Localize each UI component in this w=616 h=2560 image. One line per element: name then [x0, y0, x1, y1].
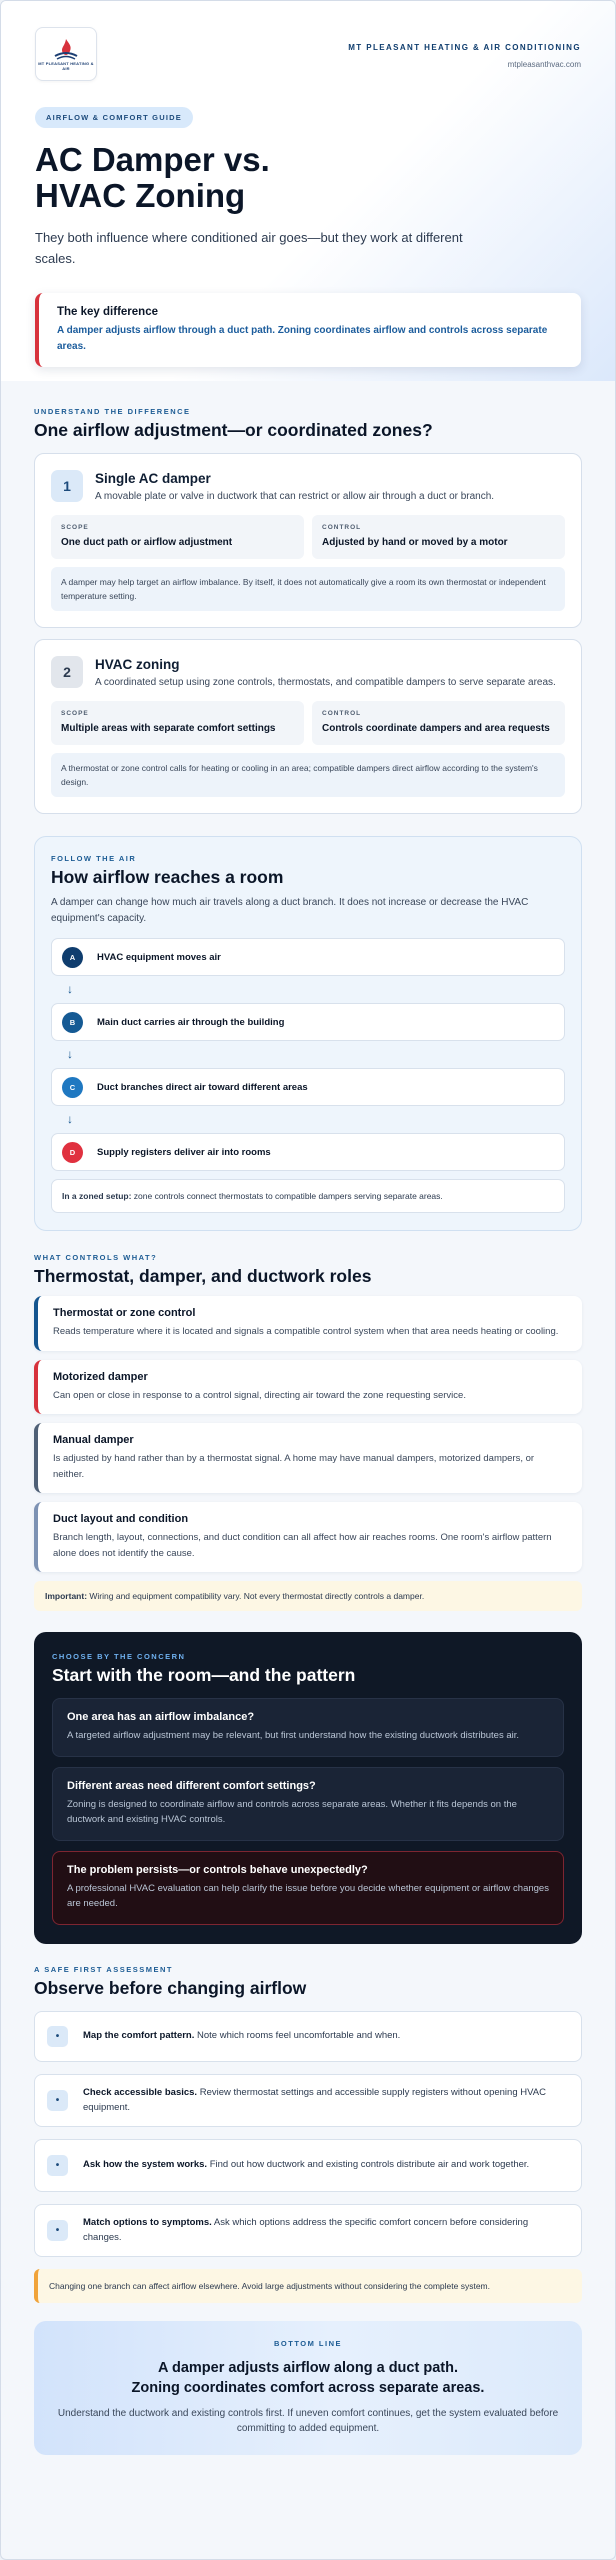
concern-section [1, 1632, 615, 1944]
brand-name: MT PLEASANT HEATING & AIR CONDITIONING [348, 43, 581, 52]
concern-card-imbalance [52, 1698, 564, 1757]
observe-item-detail: Review thermostat settings and accessible supply registers without opening HVAC equipment. [83, 2086, 546, 2113]
down-arrow-icon: ↓ [67, 982, 73, 996]
down-arrow-icon: ↓ [67, 1112, 73, 1126]
bottom-line-card [34, 2321, 582, 2455]
flow-step [51, 938, 565, 976]
role-title: Motorized damper [53, 1370, 148, 1383]
bottom-title-line-2: Zoning coordinates comfort across separate areas. [131, 2379, 485, 2396]
observe-item-detail: Note which rooms feel uncomfortable and when. [194, 2030, 401, 2042]
role-card-motorized-damper [34, 1360, 582, 1415]
flow-desc: A damper can change how much air travels along a duct branch. It does not increase or decrease the HVAC equipment's capacity. [51, 897, 529, 924]
flow-step [51, 1068, 565, 1106]
control-cell [312, 701, 565, 745]
role-text: Is adjusted by hand rather than by a thermostat signal. A home may have manual dampers, motorized dampers, or neither. [53, 1453, 535, 1480]
bullet-icon: • [47, 2220, 68, 2241]
option-card-damper [34, 453, 582, 628]
zoned-label: In a zoned setup: [62, 1191, 132, 1201]
step-badge: B [62, 1012, 83, 1033]
control-label: CONTROL [322, 710, 362, 717]
key-difference-title: The key difference [57, 306, 158, 318]
scope-value: Multiple areas with separate comfort settings [61, 723, 276, 734]
role-text: Can open or close in response to a control signal, directing air toward the zone requesting service. [53, 1389, 466, 1401]
roles-section [1, 1253, 615, 1611]
important-label: Important: [45, 1591, 88, 1601]
role-card-thermostat [34, 1296, 582, 1351]
key-difference-callout [35, 293, 581, 367]
observe-item-bold: Map the comfort pattern. [83, 2030, 195, 2042]
compare-section [1, 407, 615, 814]
hero-subtitle: They both influence where conditioned air goes—but they work at different scales. [35, 230, 463, 266]
observe-item-text [83, 2157, 529, 2173]
control-value: Controls coordinate dampers and area requests [322, 723, 550, 734]
flame-snowflake-icon [53, 38, 79, 60]
control-label: CONTROL [322, 524, 362, 531]
step-text: Duct branches direct air toward different areas [97, 1081, 308, 1093]
step-text: Main duct carries air through the building [97, 1016, 285, 1028]
concern-card-text: A targeted airflow adjustment may be relevant, but first understand how the existing ductwork distributes air. [67, 1730, 520, 1741]
scope-cell [51, 515, 304, 559]
concern-title: Start with the room—and the pattern [52, 1665, 356, 1685]
step-text: Supply registers deliver air into rooms [97, 1146, 271, 1158]
option-note: A thermostat or zone control calls for heating or cooling in an area; compatible dampers direct airflow according to the system's design. [51, 753, 565, 797]
important-note [34, 1581, 582, 1611]
scope-label: SCOPE [61, 524, 89, 531]
bullet-icon: • [47, 2090, 68, 2111]
caution-note: Changing one branch can affect airflow elsewhere. Avoid large adjustments without considering the complete system. [34, 2269, 582, 2303]
observe-item-detail: Find out how ductwork and existing controls distribute air and work together. [207, 2159, 530, 2171]
control-value: Adjusted by hand or moved by a motor [322, 537, 508, 548]
observe-item-bold: Check accessible basics. [83, 2086, 198, 2098]
observe-item-text [83, 2028, 400, 2044]
flow-eyebrow: FOLLOW THE AIR [51, 854, 137, 863]
observe-item [34, 2204, 582, 2257]
observe-item [34, 2074, 582, 2127]
concern-card-title: The problem persists—or controls behave unexpectedly? [67, 1863, 368, 1876]
page-title [35, 142, 581, 214]
control-cell [312, 515, 565, 559]
observe-title: Observe before changing airflow [34, 1977, 307, 1998]
bottom-section [1, 2321, 615, 2455]
brand-block [348, 43, 581, 69]
scope-value: One duct path or airflow adjustment [61, 537, 233, 548]
role-title: Thermostat or zone control [53, 1307, 196, 1319]
bottom-text: Understand the ductwork and existing controls first. If uneven comfort continues, get the system evaluated before committing to added equipment. [57, 2407, 559, 2434]
step-text: HVAC equipment moves air [97, 951, 221, 963]
guide-pill: AIRFLOW & COMFORT GUIDE [35, 107, 193, 128]
step-badge: A [62, 947, 83, 968]
option-number: 1 [51, 470, 83, 502]
observe-item [34, 2011, 582, 2062]
observe-item-detail: Ask which options address the specific comfort concern before considering changes. [83, 2216, 529, 2243]
option-desc: A movable plate or valve in ductwork that can restrict or allow air through a duct or branch. [95, 491, 495, 502]
role-title: Manual damper [53, 1434, 134, 1446]
step-badge: D [62, 1142, 83, 1163]
key-difference-text: A damper adjusts airflow through a duct path. Zoning coordinates airflow and controls across separate areas. [57, 325, 548, 352]
concern-card-settings [52, 1767, 564, 1841]
zoned-setup-note [51, 1179, 565, 1213]
option-note: A damper may help target an airflow imbalance. By itself, it does not automatically give a room its own thermostat or independent temperature setting. [51, 567, 565, 611]
roles-title: Thermostat, damper, and ductwork roles [34, 1266, 372, 1286]
flow-step [51, 1133, 565, 1171]
option-desc: A coordinated setup using zone controls, thermostats, and compatible dampers to serve separate areas. [95, 677, 556, 688]
title-line-2: HVAC Zoning [35, 177, 246, 214]
step-badge: C [62, 1077, 83, 1098]
bottom-title [54, 2358, 562, 2398]
roles-eyebrow: WHAT CONTROLS WHAT? [34, 1253, 158, 1262]
concern-card-title: Different areas need different comfort settings? [67, 1779, 316, 1792]
logo-text: MT PLEASANT HEATING & AIR [38, 60, 94, 71]
compare-title: One airflow adjustment—or coordinated zones? [34, 420, 433, 440]
option-title: HVAC zoning [95, 657, 180, 672]
scope-cell [51, 701, 304, 745]
role-card-manual-damper [34, 1423, 582, 1493]
brand-url[interactable]: mtpleasanthvac.com [507, 60, 581, 69]
compare-eyebrow: UNDERSTAND THE DIFFERENCE [34, 407, 191, 416]
role-text: Reads temperature where it is located and signals a compatible control system when that area needs heating or cooling. [53, 1326, 559, 1337]
scope-label: SCOPE [61, 710, 89, 717]
concern-card-text: Zoning is designed to coordinate airflow and controls across separate areas. Whether it fits depends on the ductwork and existing HVAC controls. [67, 1798, 517, 1825]
option-card-zoning [34, 639, 582, 814]
down-arrow-icon: ↓ [67, 1047, 73, 1061]
concern-card-title: One area has an airflow imbalance? [67, 1711, 255, 1723]
concern-card-text: A professional HVAC evaluation can help clarify the issue before you decide whether equipment or airflow changes are needed. [67, 1882, 549, 1909]
concern-card-persists [52, 1851, 564, 1925]
bullet-icon: • [47, 2026, 68, 2047]
concern-panel [34, 1632, 582, 1944]
option-title: Single AC damper [95, 471, 211, 486]
important-text: Wiring and equipment compatibility vary. Not every thermostat directly controls a damper. [87, 1591, 425, 1601]
zoned-text: zone controls connect thermostats to compatible dampers serving separate areas. [131, 1191, 443, 1201]
flow-title: How airflow reaches a room [51, 867, 284, 887]
observe-eyebrow: A SAFE FIRST ASSESSMENT [34, 1964, 173, 1974]
title-line-1: AC Damper vs. [35, 141, 270, 178]
observe-item-text [83, 2215, 569, 2246]
bottom-eyebrow: BOTTOM LINE [273, 2338, 343, 2348]
bullet-icon: • [47, 2155, 68, 2176]
observe-item-bold: Match options to symptoms. [83, 2216, 212, 2228]
flow-steps [51, 938, 565, 1213]
observe-item [34, 2139, 582, 2192]
observe-item-text [83, 2085, 569, 2116]
observe-section [1, 1965, 615, 2303]
company-logo[interactable] [35, 27, 97, 81]
bottom-title-line-1: A damper adjusts airflow along a duct path. [158, 2359, 458, 2376]
role-title: Duct layout and condition [53, 1513, 189, 1525]
flow-step [51, 1003, 565, 1041]
option-number: 2 [51, 656, 83, 688]
concern-eyebrow: CHOOSE BY THE CONCERN [52, 1652, 186, 1661]
airflow-card [34, 836, 582, 1231]
hero-section [1, 1, 615, 381]
role-text: Branch length, layout, connections, and duct condition can all affect how air reaches rooms. One room's airflow pattern alone does not identify the cause. [53, 1532, 552, 1559]
role-card-duct-layout [34, 1502, 582, 1572]
observe-item-bold: Ask how the system works. [83, 2159, 208, 2171]
flow-section [1, 836, 615, 1231]
